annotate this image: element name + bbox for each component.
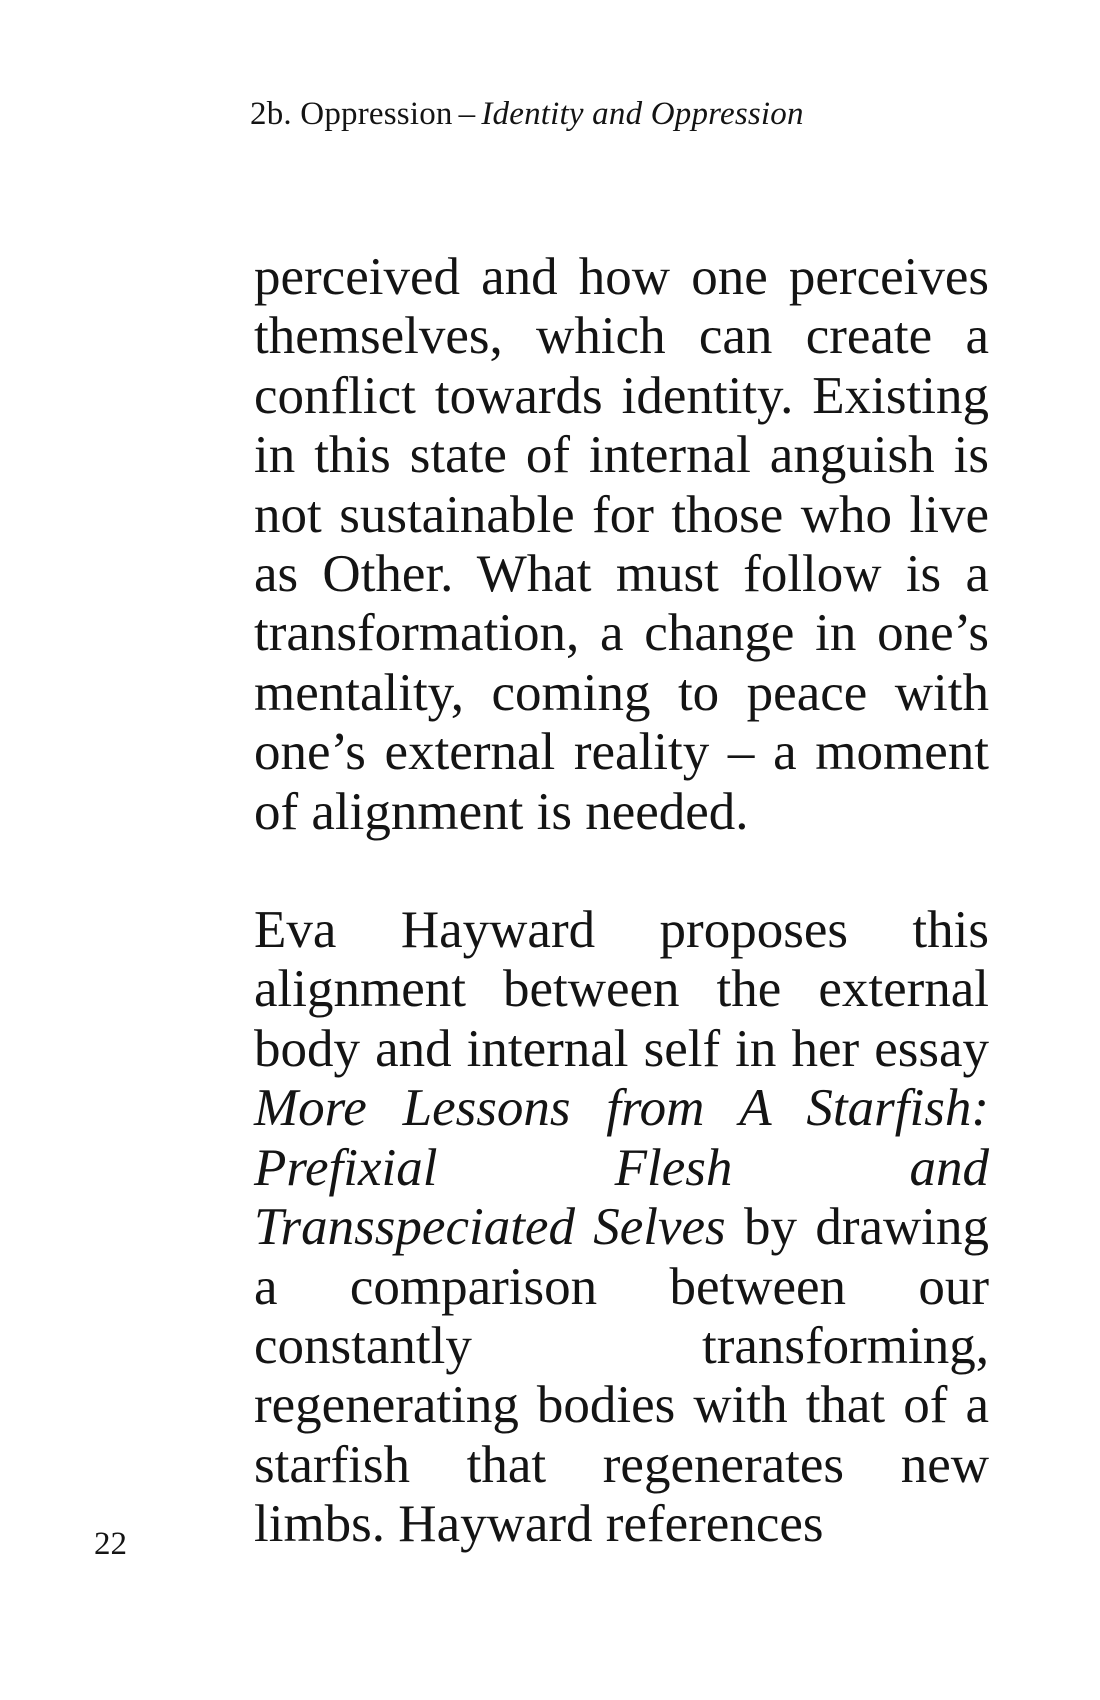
header-separator: – <box>458 96 476 132</box>
header-section: 2b. Oppression <box>250 96 453 132</box>
paragraph-2-outro: by drawing a comparison between our constantly transforming, regenerating bodies with that of a starfish that regenerates new limbs. Hayward references <box>254 1198 989 1554</box>
body-text <box>254 248 989 1555</box>
running-header <box>250 92 804 136</box>
header-subtitle: Identity and Oppression <box>481 96 804 132</box>
page-number: 22 <box>94 1526 127 1562</box>
paragraph-2 <box>254 901 989 1554</box>
paragraph-1: perceived and how one perceives themselves, which can create a conflict towards identity. Existing in this state of internal anguish is not sustainable for those who live as Other. What must follow is a transformation, a change in one’s mentality, coming to peace with one’s external reality – a moment of alignment is needed. <box>254 248 989 841</box>
essay-title: More Lessons from A Starfish: Prefixial Flesh and Transspeciated Selves <box>254 1079 989 1257</box>
paragraph-2-intro: Eva Hayward proposes this alignment between the external body and internal self in her essay <box>254 901 989 1078</box>
